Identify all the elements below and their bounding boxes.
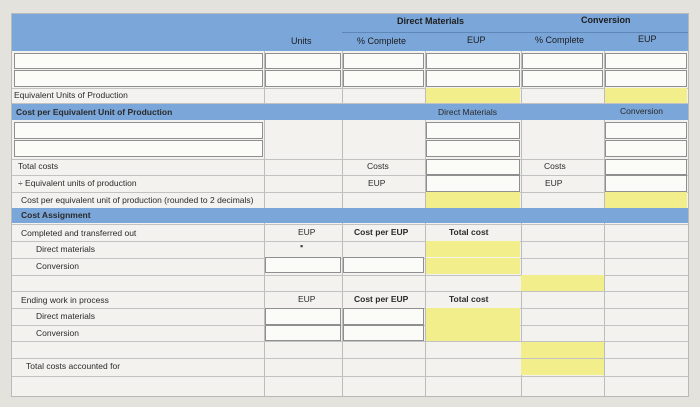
ca-dm-cost-per-eup-input[interactable] bbox=[343, 257, 424, 273]
cell-marker: ▪ bbox=[300, 241, 304, 251]
cost-dm-input[interactable] bbox=[426, 140, 520, 157]
grid-row-line bbox=[12, 376, 688, 377]
conv-eup-input[interactable] bbox=[605, 53, 687, 69]
dm-eup-divisor-input[interactable] bbox=[426, 175, 520, 192]
conv-pct-input[interactable] bbox=[522, 70, 603, 87]
ending-cost-per-eup-header: Cost per EUP bbox=[354, 294, 409, 304]
ca-conv-label: Conversion bbox=[36, 261, 79, 271]
ca-dm-label: Direct materials bbox=[36, 244, 96, 254]
dm-pct-input[interactable] bbox=[343, 70, 424, 87]
dm-eup-input[interactable] bbox=[426, 70, 520, 87]
conversion-header: Conversion bbox=[581, 15, 631, 25]
units-header: Units bbox=[291, 36, 312, 46]
cost-dm-input[interactable] bbox=[426, 122, 520, 139]
description-input[interactable] bbox=[14, 70, 263, 87]
cost-per-eup-rounded-label: Cost per equivalent unit of production (rounded to 2 decimals) bbox=[21, 195, 254, 205]
ending-total-cost-header: Total cost bbox=[449, 294, 489, 304]
ca-cost-per-eup-header: Cost per EUP bbox=[354, 227, 409, 237]
ending-conv-total-cost[interactable] bbox=[426, 325, 520, 341]
units-input[interactable] bbox=[265, 53, 341, 69]
ca-completed-total[interactable] bbox=[521, 275, 604, 291]
ending-conv-eup-input[interactable] bbox=[265, 325, 341, 341]
conv-eup-divisor-input[interactable] bbox=[605, 175, 687, 192]
pct-complete-conv-header: % Complete bbox=[535, 35, 585, 45]
eup-header: EUP bbox=[467, 35, 486, 45]
ending-dm-total-cost[interactable] bbox=[426, 308, 520, 325]
ca-conv-total-cost[interactable] bbox=[426, 258, 520, 274]
header-divider bbox=[342, 32, 688, 33]
grid-row-line bbox=[12, 291, 688, 292]
conv-cost-per-eup-result[interactable] bbox=[605, 192, 687, 208]
description-input[interactable] bbox=[14, 53, 263, 69]
cost-per-eup-title: Cost per Equivalent Unit of Production bbox=[16, 107, 173, 117]
ending-wip-label: Ending work in process bbox=[21, 295, 109, 305]
direct-materials-header: Direct Materials bbox=[397, 16, 465, 26]
dm-eup-total[interactable] bbox=[426, 88, 520, 103]
costs-dm-label: Costs bbox=[367, 161, 389, 171]
grid-row-line bbox=[12, 175, 688, 176]
conv-eup-total[interactable] bbox=[605, 88, 687, 103]
units-input[interactable] bbox=[265, 70, 341, 87]
grid-row-line bbox=[12, 224, 688, 225]
cost-assignment-band bbox=[12, 208, 688, 223]
ending-conv-cost-per-eup-input[interactable] bbox=[343, 325, 424, 341]
ending-dm-cost-per-eup-input[interactable] bbox=[343, 308, 424, 325]
dm-eup-input[interactable] bbox=[426, 53, 520, 69]
ca-dm-total-cost[interactable] bbox=[426, 241, 520, 257]
equivalent-units-label: ÷ Equivalent units of production bbox=[18, 178, 137, 188]
ending-dm-label: Direct materials bbox=[36, 311, 96, 321]
eup-conv-label: EUP bbox=[545, 178, 563, 188]
ca-dm-eup-input[interactable] bbox=[265, 257, 341, 273]
ca-total-cost-header: Total cost bbox=[449, 227, 489, 237]
cost-per-eup-dm-label: Direct Materials bbox=[438, 107, 498, 117]
eup-total-label: Equivalent Units of Production bbox=[14, 90, 128, 100]
ending-eup-header: EUP bbox=[298, 294, 316, 304]
conv-pct-input[interactable] bbox=[522, 53, 603, 69]
dm-total-costs-input[interactable] bbox=[426, 159, 520, 175]
eup-dm-label: EUP bbox=[368, 178, 386, 188]
total-accounted-value[interactable] bbox=[521, 359, 604, 375]
ca-eup-header: EUP bbox=[298, 227, 316, 237]
eup-conv-header: EUP bbox=[638, 34, 657, 44]
completed-transferred-label: Completed and transferred out bbox=[21, 228, 137, 238]
conv-eup-input[interactable] bbox=[605, 70, 687, 87]
total-costs-label: Total costs bbox=[18, 161, 59, 171]
grid-row-line bbox=[12, 88, 688, 89]
cost-conv-input[interactable] bbox=[605, 122, 687, 139]
dm-cost-per-eup-result[interactable] bbox=[426, 192, 520, 208]
cost-description-input[interactable] bbox=[14, 140, 263, 157]
pct-complete-header: % Complete bbox=[357, 36, 407, 46]
conv-total-costs-input[interactable] bbox=[605, 159, 687, 175]
ending-conv-label: Conversion bbox=[36, 328, 79, 338]
ending-wip-total[interactable] bbox=[521, 342, 604, 358]
grid-row-line bbox=[12, 192, 688, 193]
total-accounted-label: Total costs accounted for bbox=[26, 361, 121, 371]
grid-row-line bbox=[12, 241, 688, 242]
cost-conv-input[interactable] bbox=[605, 140, 687, 157]
cost-assignment-title: Cost Assignment bbox=[21, 210, 91, 220]
cost-description-input[interactable] bbox=[14, 122, 263, 139]
grid-row-line bbox=[12, 159, 688, 160]
cost-per-eup-conv-label: Conversion bbox=[620, 106, 663, 116]
costs-conv-label: Costs bbox=[544, 161, 566, 171]
ending-dm-eup-input[interactable] bbox=[265, 308, 341, 325]
eup-worksheet bbox=[11, 13, 689, 397]
dm-pct-input[interactable] bbox=[343, 53, 424, 69]
